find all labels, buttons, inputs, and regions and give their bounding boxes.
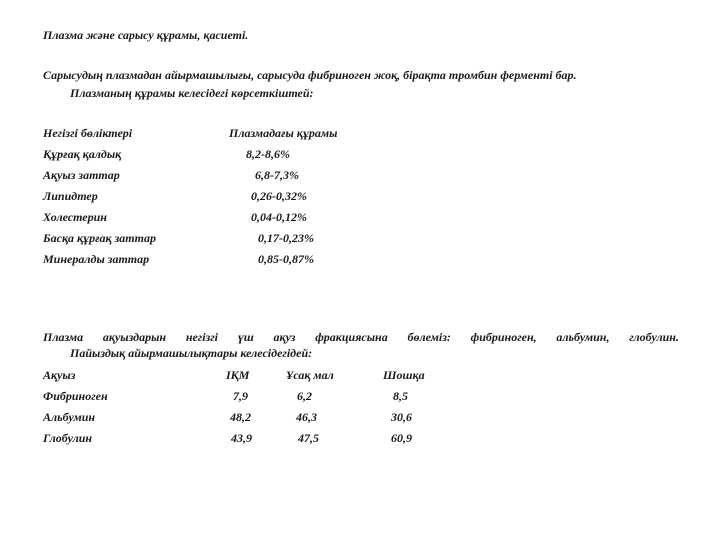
protein-row-ikm: 7,9: [233, 389, 248, 403]
protein-header-ikm: ІҚМ: [226, 368, 250, 382]
protein-row-ikm: 48,2: [230, 410, 251, 424]
protein-row-ikm: 43,9: [231, 431, 252, 445]
word: үш: [237, 330, 254, 344]
word: глобулин.: [629, 330, 679, 344]
word: альбумин,: [556, 330, 610, 344]
proteins-line-1: [43, 330, 679, 345]
composition-row-name: Холестерин: [43, 210, 107, 224]
protein-row-name: Альбумин: [43, 410, 96, 424]
word: фибриноген,: [470, 330, 537, 344]
word: негізгі: [185, 330, 219, 344]
composition-row-value: 0,04-0,12%: [251, 210, 307, 224]
composition-row-name: Липидтер: [43, 189, 98, 203]
intro-line-1: Сарысудың плазмадан айырмашылығы, сарысуда фибриноген жоқ, бірақта тромбин ферменті бар.: [43, 68, 577, 82]
composition-row-value: 0,26-0,32%: [251, 189, 307, 203]
protein-header-small: Ұсақ мал: [286, 368, 334, 382]
intro-line-2: Плазманың құрамы келесідегі көрсеткіштей:: [70, 86, 314, 100]
word: ақуз: [273, 330, 296, 344]
word: Плазма: [43, 330, 84, 344]
document-title: Плазма және сарысу құрамы, қасиеті.: [43, 28, 249, 42]
protein-row-pig: 8,5: [393, 389, 408, 403]
composition-row-value: 0,85-0,87%: [258, 252, 314, 266]
composition-row-value: 0,17-0,23%: [258, 231, 314, 245]
composition-row-name: Минералды заттар: [43, 252, 150, 266]
word: фракциясына: [315, 330, 388, 344]
protein-row-name: Глобулин: [43, 431, 93, 445]
protein-row-pig: 60,9: [391, 431, 412, 445]
protein-row-small: 47,5: [298, 431, 319, 445]
composition-header-part: Негізгі бөліктері: [43, 126, 133, 140]
composition-row-value: 8,2-8,6%: [246, 147, 290, 161]
protein-header-protein: Ақуыз: [43, 368, 76, 382]
composition-row-value: 6,8-7,3%: [255, 168, 299, 182]
word: ақуыздарын: [102, 330, 167, 344]
composition-row-name: Басқа құрғақ заттар: [43, 231, 156, 245]
proteins-line-2: Пайыздық айырмашылықтары келесідегідей:: [70, 346, 313, 360]
composition-row-name: Құрғақ қалдық: [43, 147, 122, 161]
protein-row-small: 6,2: [297, 389, 312, 403]
protein-row-name: Фибриноген: [43, 389, 108, 403]
protein-row-small: 46,3: [296, 410, 317, 424]
word: бөлеміз:: [407, 330, 451, 344]
protein-row-pig: 30,6: [391, 410, 412, 424]
protein-header-pig: Шошқа: [383, 368, 425, 382]
composition-header-content: Плазмадағы құрамы: [229, 126, 338, 140]
composition-row-name: Ақуыз заттар: [43, 168, 120, 182]
